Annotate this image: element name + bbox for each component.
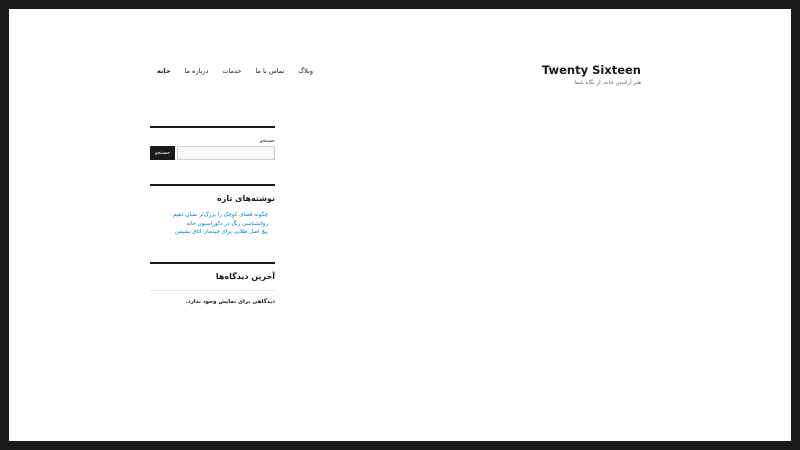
- recent-post-link[interactable]: پنج اصل طلایی برای چیدمان اتاق نشیمن: [175, 229, 268, 235]
- no-comments-message: دیدگاهی برای نمایش وجود ندارد.: [185, 299, 275, 305]
- sidebar: [150, 126, 275, 324]
- recent-post-link[interactable]: روانشناسی رنگ در دکوراسیون خانه: [186, 220, 268, 227]
- nav-item-blog[interactable]: وبلاگ: [298, 67, 313, 75]
- nav-item-services[interactable]: خدمات: [222, 67, 242, 75]
- main-navigation: [157, 67, 313, 75]
- recent-comments-title: آخرین دیدگاه‌ها: [215, 272, 275, 281]
- nav-item-home[interactable]: خانه: [157, 67, 171, 75]
- search-input[interactable]: [177, 146, 275, 160]
- search-widget: [150, 126, 275, 184]
- page: [9, 9, 791, 441]
- site-title[interactable]: Twenty Sixteen: [541, 63, 641, 77]
- list-item: [150, 220, 268, 229]
- search-button[interactable]: جستجو: [150, 146, 175, 160]
- recent-posts-widget: [150, 184, 275, 262]
- list-item: [150, 228, 268, 237]
- divider: [150, 290, 275, 291]
- recent-post-link[interactable]: چگونه فضای کوچک را بزرگ‌تر نشان دهیم: [172, 212, 268, 218]
- search-form: [150, 146, 275, 160]
- list-item: [150, 211, 268, 220]
- recent-comments-widget: [150, 262, 275, 324]
- site-description: هنر آراستن خانه، از نگاه شما: [574, 80, 641, 86]
- nav-item-contact[interactable]: تماس با ما: [255, 67, 285, 75]
- recent-posts-title: نوشته‌های تازه: [216, 194, 275, 203]
- nav-item-about[interactable]: درباره ما: [184, 67, 209, 75]
- recent-posts-list: [150, 211, 268, 237]
- search-label: جستجو: [260, 138, 275, 144]
